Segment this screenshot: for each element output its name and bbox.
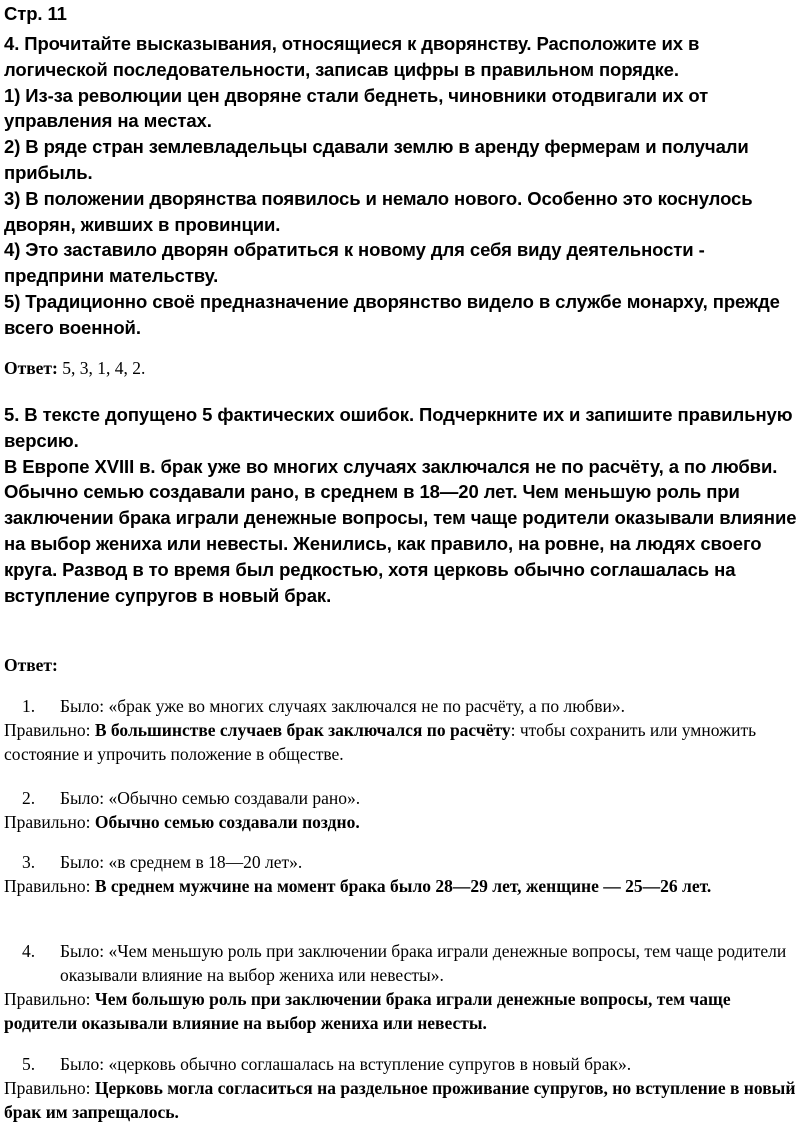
answer-item-5 bbox=[4, 1052, 798, 1124]
correct-bold-text: Церковь могла согласиться на раздельное проживание супругов, но вступление в новый брак им запрещалось. bbox=[4, 1078, 796, 1122]
task4-answer bbox=[4, 356, 798, 380]
page-label: Стр. 11 bbox=[4, 3, 67, 24]
correct-label: Правильно: bbox=[4, 876, 95, 896]
was-text: «Обычно семью создавали рано». bbox=[108, 788, 361, 808]
task4-statement-3: 3) В положении дворянства появилось и немало нового. Особенно это коснулось дворян, живших в провинции. bbox=[4, 187, 753, 235]
answer-item-1 bbox=[4, 694, 798, 766]
was-text: «церковь обычно соглашалась на вступление супругов в новый брак». bbox=[108, 1054, 632, 1074]
was-label: Было: bbox=[60, 941, 109, 961]
task4-statement-1: 1) Из-за революции цен дворяне стали беднеть, чиновники отодвигали их от управления на местах. bbox=[4, 84, 709, 132]
was-label: Было: bbox=[60, 696, 109, 716]
correct-label: Правильно: bbox=[4, 720, 95, 740]
correct-bold-text: Чем большую роль при заключении брака играли денежные вопросы, тем чаще родители оказывали влияние на выбор жениха или невесты. bbox=[4, 989, 731, 1033]
correct-bold-text: В среднем мужчине на момент брака было 28—29 лет, женщине — 25—26 лет. bbox=[94, 876, 712, 896]
item-number: 3. bbox=[22, 852, 36, 872]
correct-label: Правильно: bbox=[4, 812, 95, 832]
was-label: Было: bbox=[60, 788, 109, 808]
task5-answer-label: Ответ: bbox=[4, 655, 58, 675]
item-number: 2. bbox=[22, 788, 36, 808]
was-text: «брак уже во многих случаях заключался не по расчёту, а по любви». bbox=[108, 696, 625, 716]
task4-heading: 4. Прочитайте высказывания, относящиеся к дворянству. Расположите их в логической последовательности, записав цифры в правильном порядке. bbox=[4, 33, 700, 80]
answer-item-3 bbox=[4, 850, 798, 898]
task5-block bbox=[4, 402, 798, 608]
was-text: «в среднем в 18—20 лет». bbox=[108, 852, 303, 872]
task4-block bbox=[4, 31, 798, 341]
was-label: Было: bbox=[60, 852, 109, 872]
task4-statement-2: 2) В ряде стран землевладельцы сдавали землю в аренду фермерам и получали прибыль. bbox=[4, 136, 749, 183]
was-label: Было: bbox=[60, 1054, 109, 1074]
item-number: 4. bbox=[22, 941, 36, 961]
task5-heading: 5. В тексте допущено 5 фактических ошибок. Подчеркните их и запишите правильную версию. bbox=[4, 404, 793, 451]
task5-text-paragraph-2: Обычно семью создавали рано, в среднем в 18—20 лет. Чем меньшую роль при заключении брака играли денежные вопросы, тем чаще родители оказывали влияние на выбор жениха или невесты. Женились, как правило, на ровне, на людях своего круга. Развод в то время был редкостью, хотя церковь обычно соглашалась на вступление супругов в новый брак. bbox=[4, 481, 797, 606]
task4-answer-value: 5, 3, 1, 4, 2. bbox=[57, 358, 146, 378]
correct-label: Правильно: bbox=[4, 1078, 95, 1098]
item-number: 5. bbox=[22, 1054, 36, 1074]
correct-bold-text: Обычно семью создавали поздно. bbox=[94, 812, 360, 832]
item-number: 1. bbox=[22, 696, 36, 716]
task4-answer-label: Ответ: bbox=[4, 358, 58, 378]
task4-statement-4: 4) Это заставило дворян обратиться к новому для себя виду деятельности - предприни мательству. bbox=[4, 239, 705, 287]
answer-item-4 bbox=[4, 939, 798, 1035]
answer-item-2 bbox=[4, 786, 798, 834]
correct-bold-text: В большинстве случаев брак заключался по расчёту bbox=[94, 720, 511, 740]
correct-rest-text: : чтобы сохранить или умножить состояние и упрочить положение в обществе. bbox=[4, 720, 757, 764]
task5-text-paragraph-1: В Европе XVIII в. брак уже во многих случаях заключался не по расчёту, а по любви. bbox=[4, 455, 778, 477]
task4-statement-5: 5) Традиционно своё предназначение дворянство видело в службе монарху, прежде всего военной. bbox=[4, 290, 780, 338]
correct-label: Правильно: bbox=[4, 989, 95, 1009]
was-text: «Чем меньшую роль при заключении брака играли денежные вопросы, тем чаще родители оказывали влияние на выбор жениха или невесты». bbox=[60, 941, 787, 985]
